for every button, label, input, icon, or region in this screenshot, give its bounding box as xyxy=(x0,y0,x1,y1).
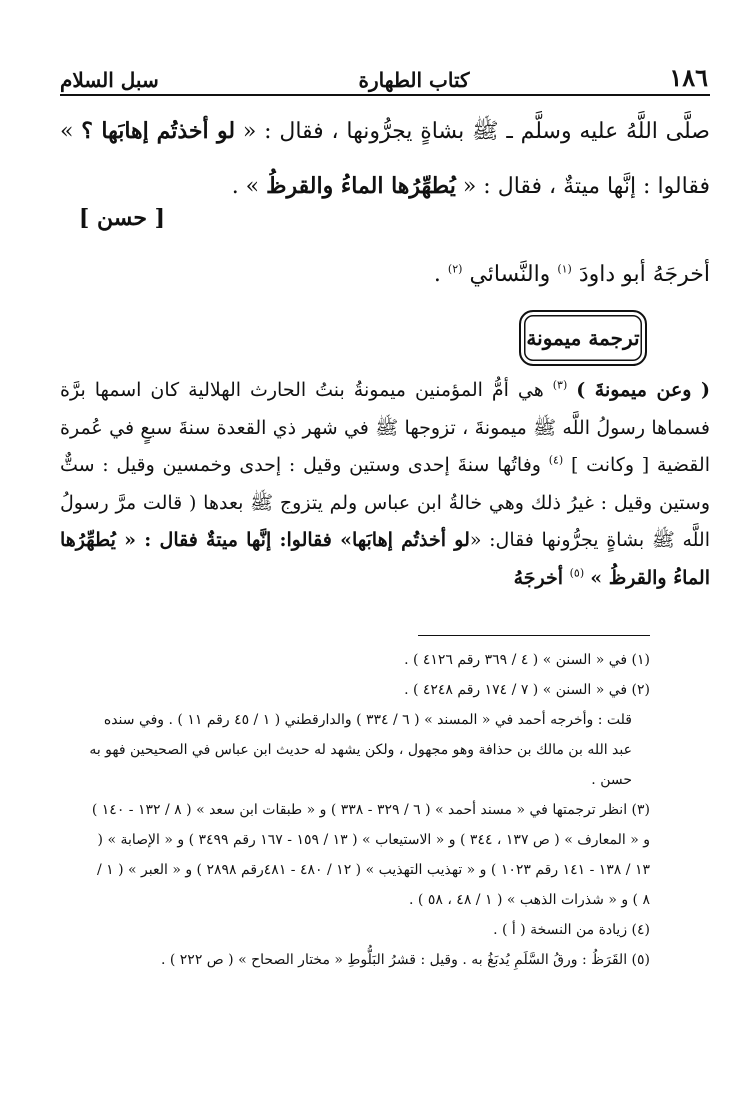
hadith-quote-1: لو أخذتُم xyxy=(156,118,236,144)
bio-subject: ( وعن ميمونةَ ) xyxy=(576,379,711,401)
page-number: ١٨٦ xyxy=(669,63,708,92)
takhrij-abu-dawud: أخرجَهُ أبو داودَ xyxy=(578,262,710,287)
book-title: سبل السلام xyxy=(60,68,159,92)
bio-quote-1: لو أخذتُم إهابَها xyxy=(351,529,470,551)
footnote-1: (١) في « السنن » ( ٤ / ٣٦٩ رقم ٤١٢٦ ) . xyxy=(404,652,650,668)
footnote-5: (٥) القَرَظُ : ورقُ السَّلَمِ يُدبَغُ به . وقيل : قشرُ البَلُّوطِ « مختار الصحاح » ( ص ٢٢٢ ) . xyxy=(160,952,650,968)
footnote-ref-5[interactable]: (٥) xyxy=(569,566,585,580)
bio-text-1: هي أمُّ المؤمنين ميمونةُ بنتُ الحارث الهلالية كان اسمها برَّة فسماها رسولُ اللَّه ﷺ ميمونةَ ، تزوجها ﷺ في شهر ذي القعدة سنةَ سبعٍ في عُمرة القضية [ وكانت ] xyxy=(60,379,710,476)
section-heading: ترجمة ميمونة xyxy=(526,326,640,350)
takhrij-line xyxy=(60,255,710,295)
footnote-ref-4[interactable]: (٤) xyxy=(548,453,564,467)
footnote-separator xyxy=(418,635,650,636)
hadith-continuation xyxy=(60,104,710,214)
bio-text-5: » xyxy=(590,566,609,589)
chapter-title: كتاب الطهارة xyxy=(358,68,470,92)
header-rule xyxy=(60,94,710,96)
hadith-text-3: » . xyxy=(231,174,267,199)
hadith-quote-3: يُطهِّرُها الماءُ والقرظُ xyxy=(266,173,456,199)
section-heading-box xyxy=(519,310,647,366)
footnote-ref-2[interactable]: (٢) xyxy=(447,262,463,276)
footnote-2-note: قلت : وأخرجه أحمد في « المسند » ( ٦ / ٣٣٤ ) والدارقطني ( ١ / ٤٥ رقم ١١ ) . وفي سنده عبد الله بن مالك بن حذافة وهو مجهول ، ولكن يشهد له حديث ابن عباس في الصحيحين فهو به حسن . xyxy=(89,712,632,788)
bio-quote-3: يُطهِّرُها الماءُ والقرظُ xyxy=(60,529,710,589)
bio-text-2: وفاتُها سنةَ إحدى وستين وقيل : إحدى وخمسين وقيل : ستٌّ وستين وقيل : غيرُ ذلك وهي خالةُ ابن عباس ولم يتزوج ﷺ بعدها ( قالت مرَّ رسولُ اللَّه ﷺ بشاةٍ يجرُّونها فقال: « xyxy=(60,454,710,551)
footnote-ref-3[interactable]: (٣) xyxy=(552,378,568,392)
bio-quote-2: إنَّها ميتةٌ xyxy=(206,529,272,551)
footnote-ref-1[interactable]: (١) xyxy=(557,262,572,276)
footnote-2: (٢) في « السنن » ( ٧ / ١٧٤ رقم ٤٢٤٨ ) . xyxy=(404,682,650,698)
page-header xyxy=(60,52,708,92)
footnote-4: (٤) زيادة من النسخة ( أ ) . xyxy=(493,922,650,938)
takhrij-nasai: والنَّسائي xyxy=(469,262,558,287)
hadith-text-1: صلَّى اللَّهُ عليه وسلَّم ـ ﷺ بشاةٍ يجرُّونها ، فقال : « xyxy=(235,119,710,144)
footnotes xyxy=(85,645,650,975)
hadith-text-2: » فقالوا : إنَّها ميتةٌ ، فقال : « xyxy=(60,119,710,199)
biography-paragraph xyxy=(60,372,710,597)
hadith-quote-2: إهابَها ؟ xyxy=(81,118,149,144)
bio-text-3: » فقالوا: xyxy=(271,529,352,551)
bio-text-6: أخرجَهُ xyxy=(513,566,570,589)
takhrij-end: . xyxy=(433,262,448,287)
footnote-3: (٣) انظر ترجمتها في « مسند أحمد » ( ٦ / ٣٢٩ - ٣٣٨ ) و « طبقات ابن سعد » ( ٨ / ١٣٢ - ١٤٠ ) و « المعارف » ( ص ١٣٧ ، ٣٤٤ ) و « الاستيعاب » ( ١٣ / ١٥٩ - ١٦٧ رقم ٣٤٩٩ ) و « الإصابة » ( ١٣ / ١٣٨ - ١٤١ رقم ١٠٢٣ ) و « تهذيب التهذيب » ( ١٢ / ٤٨٠ - ٤٨١رقم ٢٨٩٨ ) و « العبر » ( ١ / ٨ ) و « شذرات الذهب » ( ١ / ٤٨ ، ٥٨ ) . xyxy=(91,802,650,908)
hadith-grade: [ حسن ] xyxy=(78,205,165,231)
bio-text-4: فقال : « xyxy=(115,529,207,551)
